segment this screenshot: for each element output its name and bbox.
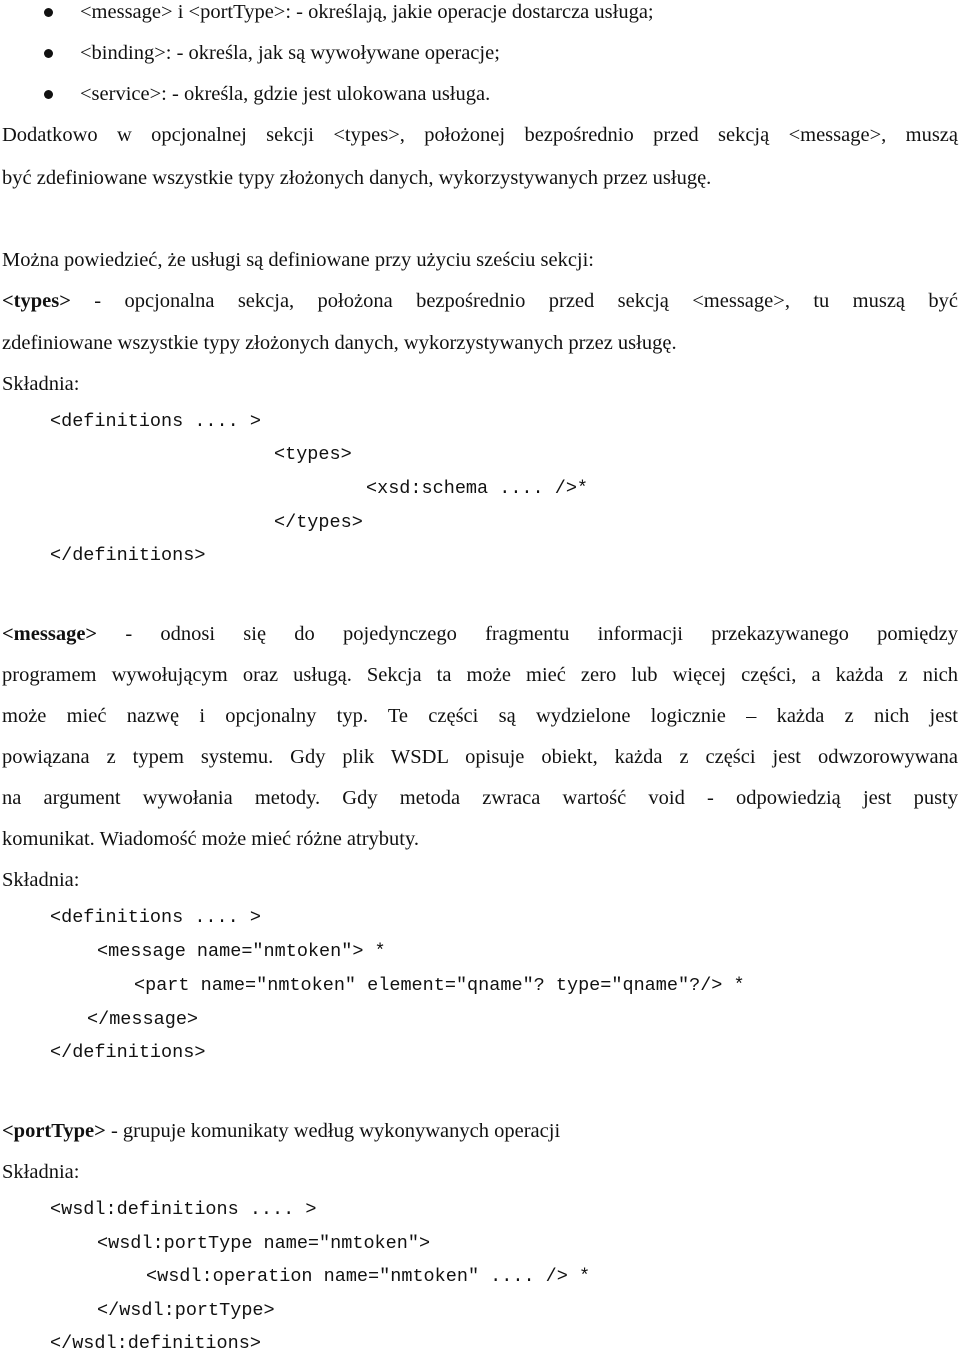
code-line: </wsdl:portType>: [97, 1300, 275, 1321]
syntax-label: Składnia:: [2, 373, 80, 395]
porttype-description: - grupuje komunikaty według wykonywanych operacji: [105, 1120, 561, 1142]
code-line: <definitions .... >: [50, 411, 261, 432]
message-description: - odnosi się do pojedynczego fragmentu informacji przekazywanego pomiędzy: [97, 623, 958, 645]
types-definition-line: [2, 289, 958, 313]
bullet-item: <binding>: - określa, jak są wywoływane operacje;: [80, 42, 500, 64]
code-line: <xsd:schema .... />*: [366, 478, 589, 499]
porttype-definition-line: [2, 1119, 560, 1143]
code-line: <message name="nmtoken"> *: [97, 941, 386, 962]
code-line: </wsdl:definitions>: [50, 1333, 261, 1354]
message-description-line: programem wywołującym oraz usługą. Sekcja ta może mieć zero lub więcej części, a każda z nich: [2, 664, 958, 686]
code-line: <definitions .... >: [50, 907, 261, 928]
code-line: </types>: [274, 512, 363, 533]
types-term: <types>: [2, 290, 71, 312]
code-line: </definitions>: [50, 545, 206, 566]
message-definition-line: [2, 622, 958, 646]
code-line: <wsdl:definitions .... >: [50, 1199, 317, 1220]
message-description-line: powiązana z typem systemu. Gdy plik WSDL opisuje obiekt, każda z części jest odwzorowywana: [2, 746, 958, 768]
types-description: - opcjonalna sekcja, położona bezpośrednio przed sekcją <message>, tu muszą być: [70, 290, 958, 312]
intro-line: Dodatkowo w opcjonalnej sekcji <types>, położonej bezpośrednio przed sekcją <message>, muszą: [2, 124, 958, 146]
message-term: <message>: [2, 623, 98, 645]
syntax-label: Składnia:: [2, 1161, 80, 1183]
bullet-item: <service>: - określa, gdzie jest ulokowana usługa.: [80, 83, 491, 105]
message-description-line: komunikat. Wiadomość może mieć różne atrybuty.: [2, 828, 420, 850]
code-line: </message>: [87, 1009, 199, 1030]
bullet-item: <message> i <portType>: - określają, jakie operacje dostarcza usługa;: [80, 1, 654, 23]
bullet-dot-icon: [44, 8, 53, 17]
porttype-term: <portType>: [2, 1120, 106, 1142]
intro-line: być zdefiniowane wszystkie typy złożonych danych, wykorzystywanych przez usługę.: [2, 167, 712, 189]
bullet-dot-icon: [44, 49, 53, 58]
types-description-line: zdefiniowane wszystkie typy złożonych danych, wykorzystywanych przez usługę.: [2, 332, 677, 354]
code-line: </definitions>: [50, 1042, 206, 1063]
code-line: <wsdl:portType name="nmtoken">: [97, 1233, 431, 1254]
message-description-line: może mieć nazwę i opcjonalny typ. Te części są wydzielone logicznie – każda z nich jest: [2, 705, 958, 727]
bullet-dot-icon: [44, 90, 53, 99]
syntax-label: Składnia:: [2, 869, 80, 891]
code-line: <types>: [274, 444, 352, 465]
code-line: <part name="nmtoken" element="qname"? type="qname"?/> *: [134, 975, 745, 996]
code-line: <wsdl:operation name="nmtoken" .... /> *: [146, 1266, 591, 1287]
message-description-line: na argument wywołania metody. Gdy metoda zwraca wartość void - odpowiedzią jest pusty: [2, 787, 958, 809]
summary-text: Można powiedzieć, że usługi są definiowane przy użyciu sześciu sekcji:: [2, 249, 595, 271]
